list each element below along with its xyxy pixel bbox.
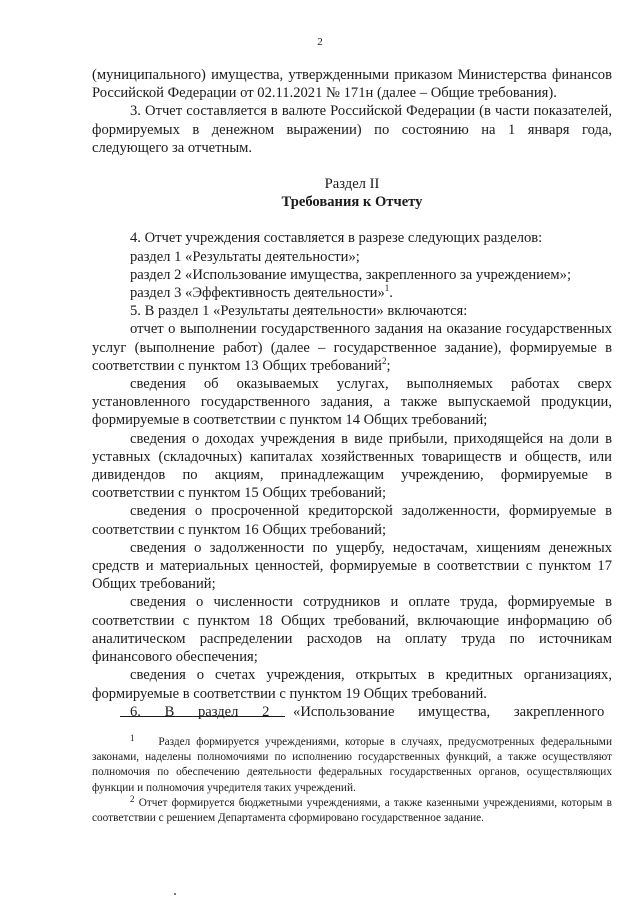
paragraph-4: 4. Отчет учреждения составляется в разрезе следующих разделов:: [130, 230, 543, 247]
list-item-overdue-debt: сведения о просроченной кредиторской задолженности, формируемые в соответствии с пунктом 16 Общих требований;: [92, 503, 612, 538]
scan-artifact-dot: [174, 893, 176, 895]
section-title: Раздел II: [324, 176, 380, 193]
list-item-state-task-text: отчет о выполнении государственного задания на оказание государственных услуг (выполнение работ) (далее – государственное задание), формируемые в соответствии с пунктом 13 Общих требований: [92, 321, 612, 374]
spacer: [92, 211, 612, 229]
footnote-ref-2: 2: [382, 355, 387, 366]
list-item-accounts: сведения о счетах учреждения, открытых в кредитных организациях, формируемые в соответствии с пунктом 19 Общих требований.: [92, 667, 612, 702]
list-item-services: сведения об оказываемых услугах, выполняемых работах сверх установленного государственного задания, а также выпускаемой продукции, формируемые в соответствии с пунктом 14 Общих требований;: [92, 376, 612, 429]
list-item-state-task: [92, 320, 612, 375]
footnote-ref-1: 1: [384, 283, 390, 294]
section-subtitle: Требования к Отчету: [281, 194, 423, 211]
spacer: [92, 157, 612, 175]
footnotes: [92, 735, 612, 826]
footnote-1-mark: 1: [130, 733, 135, 743]
paragraph-6: 6. В раздел 2 «Использование имущества, закрепленного: [130, 703, 605, 720]
document-body: [92, 66, 612, 721]
footnote-2-mark: 2: [130, 793, 135, 804]
list-item-staff: сведения о численности сотрудников и оплате труда, формируемые в соответствии с пунктом 18 Общих требований, включающие информацию об аналитическом распределении расходов на оплату труда по источникам финансового обеспечения;: [92, 594, 612, 666]
paragraph-5: 5. В раздел 1 «Результаты деятельности» включаются:: [130, 303, 468, 320]
list-item-state-task-end: ;: [386, 357, 391, 374]
footnote-2: [92, 793, 612, 826]
page-number: 2: [317, 36, 323, 48]
footnote-1-text: Раздел формируется учреждениями, которые в случаях, предусмотренных федеральными законами, наделены полномочиями по исполнению государственных функций, а также осуществляют полномочия по обеспечению деятельности федеральных государственных органов, осуществляющих функции и полномочия учредителя таких учреждений.: [92, 736, 612, 794]
paragraph-continuation: (муниципального) имущества, утвержденными приказом Министерства финансов Российской Федерации от 02.11.2021 № 171н (далее – Общие требования).: [92, 67, 612, 102]
list-item-section-2: раздел 2 «Использование имущества, закрепленного за учреждением»;: [130, 266, 571, 283]
footnote-1: [92, 735, 612, 796]
footnote-2-text: Отчет формируется бюджетными учреждениями, а также казенными учреждениями, которым в соответствии с решением Департамента сформировано государственное задание.: [92, 796, 612, 825]
paragraph-3: 3. Отчет составляется в валюте Российской Федерации (в части показателей, формируемых в денежном выражении) по состоянию на 1 января года, следующего за отчетным.: [92, 103, 612, 156]
list-item-income: сведения о доходах учреждения в виде прибыли, приходящейся на доли в уставных (складочных) капиталах хозяйственных товариществ и обществ, или дивидендов по акциям, принадлежащим учреждению, формируемые в соответствии с пунктом 15 Общих требований;: [92, 430, 612, 502]
list-item-section-1: раздел 1 «Результаты деятельности»;: [130, 248, 360, 265]
footnote-separator: [120, 716, 285, 717]
list-item-damage-debt: сведения о задолженности по ущербу, недостачам, хищениям денежных средств и материальных ценностей, формируемые в соответствии с пунктом 17 Общих требований;: [92, 539, 612, 593]
list-item-section-3-text: раздел 3 «Эффективность деятельности»: [130, 285, 385, 302]
list-item-section-3-end: .: [389, 285, 393, 302]
list-item-section-3: [92, 284, 612, 302]
